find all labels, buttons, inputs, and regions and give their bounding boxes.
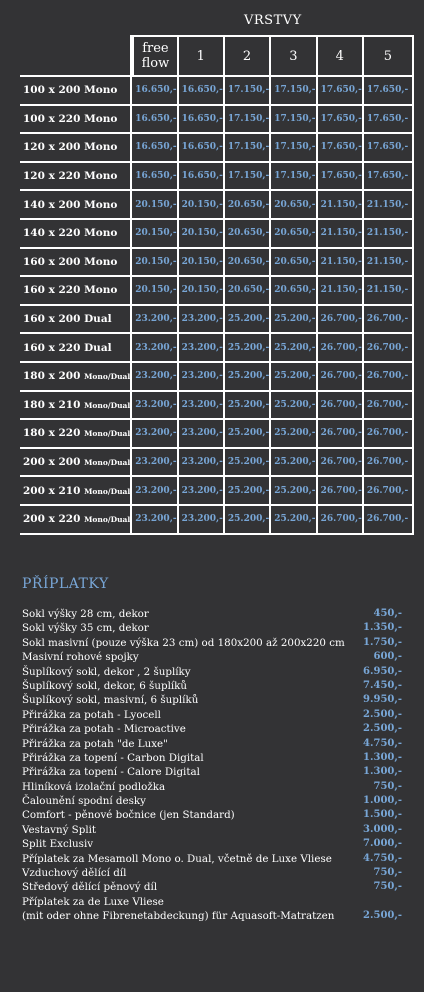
row-label	[20, 392, 132, 421]
row-size: 200 x 210	[23, 484, 81, 497]
surcharge-price: 4.750,-	[363, 737, 402, 749]
price-cell: 17.650,-	[318, 106, 364, 135]
price-cell: 17.150,-	[271, 77, 317, 106]
price-cell: 20.150,-	[179, 191, 225, 220]
row-label	[20, 306, 132, 335]
price-cell: 23.200,-	[179, 477, 225, 506]
row-label	[20, 77, 132, 106]
surcharge-item	[22, 722, 402, 736]
price-cell: 25.200,-	[271, 506, 317, 535]
surcharge-item	[22, 895, 402, 909]
price-cell: 23.200,-	[179, 506, 225, 535]
price-cell: 26.700,-	[364, 363, 414, 392]
surcharge-item	[22, 665, 402, 679]
price-cell: 20.150,-	[132, 277, 178, 306]
row-label	[20, 277, 132, 306]
price-cell: 26.700,-	[318, 449, 364, 478]
surcharge-label: Split Exclusiv	[22, 838, 94, 851]
table-row	[20, 420, 414, 449]
column-header-1: 1	[179, 35, 225, 77]
row-label	[20, 220, 132, 249]
price-cell: 26.700,-	[364, 477, 414, 506]
column-header-3: 3	[271, 35, 317, 77]
price-cell: 26.700,-	[318, 334, 364, 363]
row-label	[20, 420, 132, 449]
row-type: Mono/Dual	[84, 372, 131, 382]
surcharge-price: 750,-	[373, 780, 402, 792]
price-cell: 17.150,-	[225, 106, 271, 135]
price-cell: 26.700,-	[318, 392, 364, 421]
price-cell: 17.650,-	[364, 77, 414, 106]
surcharge-price: 600,-	[373, 651, 402, 663]
price-cell: 16.650,-	[132, 163, 178, 192]
row-label	[20, 334, 132, 363]
surcharge-price: 2.500,-	[363, 708, 402, 720]
price-cell: 23.200,-	[132, 392, 178, 421]
price-cell: 20.150,-	[132, 220, 178, 249]
price-cell: 20.650,-	[271, 249, 317, 278]
price-cell: 17.150,-	[271, 134, 317, 163]
price-cell: 20.650,-	[271, 191, 317, 220]
price-cell: 21.150,-	[318, 191, 364, 220]
table-row	[20, 363, 414, 392]
surcharge-label: Vzduchový dělící díl	[22, 867, 127, 880]
row-label	[20, 506, 132, 535]
price-cell: 16.650,-	[179, 106, 225, 135]
price-cell: 25.200,-	[225, 449, 271, 478]
surcharge-item	[22, 880, 402, 894]
price-cell: 26.700,-	[364, 392, 414, 421]
price-cell: 17.150,-	[271, 163, 317, 192]
price-cell: 17.650,-	[364, 106, 414, 135]
price-cell: 23.200,-	[132, 506, 178, 535]
price-cell: 20.650,-	[225, 191, 271, 220]
surcharge-item	[22, 737, 402, 751]
price-cell: 20.650,-	[225, 277, 271, 306]
price-cell: 23.200,-	[179, 363, 225, 392]
price-cell: 16.650,-	[132, 77, 178, 106]
price-cell: 20.150,-	[179, 220, 225, 249]
surcharge-item	[22, 693, 402, 707]
surcharge-item	[22, 621, 402, 635]
table-row	[20, 77, 414, 106]
surcharge-label: Přirážka za potah "de Luxe"	[22, 737, 168, 750]
row-type: Mono	[84, 255, 118, 268]
row-size: 120 x 220	[23, 170, 81, 183]
price-cell: 23.200,-	[179, 420, 225, 449]
price-cell: 23.200,-	[132, 334, 178, 363]
price-cell: 23.200,-	[179, 449, 225, 478]
surcharge-price: 6.950,-	[363, 665, 402, 677]
surcharge-price: 7.000,-	[363, 838, 402, 850]
row-size: 160 x 200	[23, 255, 81, 268]
surcharge-item	[22, 794, 402, 808]
surcharge-price: 1.300,-	[363, 766, 402, 778]
surcharge-label: Šuplíkový sokl, dekor , 2 šuplíky	[22, 665, 191, 678]
row-size: 200 x 220	[23, 513, 81, 526]
price-cell: 26.700,-	[364, 420, 414, 449]
column-header-free-flow: free flow	[132, 35, 178, 77]
row-size: 140 x 200	[23, 198, 81, 211]
surcharge-item	[22, 765, 402, 779]
surcharge-item	[22, 708, 402, 722]
surcharge-price: 3.000,-	[363, 823, 402, 835]
price-cell: 26.700,-	[318, 363, 364, 392]
price-cell: 16.650,-	[132, 106, 178, 135]
price-cell: 25.200,-	[225, 363, 271, 392]
price-cell: 21.150,-	[364, 220, 414, 249]
price-cell: 26.700,-	[318, 506, 364, 535]
price-cell: 26.700,-	[364, 306, 414, 335]
column-header-2: 2	[225, 35, 271, 77]
surcharge-label: Comfort - pěnové bočnice (jen Standard)	[22, 809, 235, 822]
price-cell: 17.150,-	[225, 134, 271, 163]
price-cell: 17.650,-	[318, 77, 364, 106]
surcharge-price: 1.000,-	[363, 795, 402, 807]
table-row	[20, 220, 414, 249]
row-type: Dual	[84, 341, 112, 354]
surcharge-item	[22, 852, 402, 866]
price-cell: 23.200,-	[132, 306, 178, 335]
surcharge-label: Příplatek za de Luxe Vliese	[22, 895, 164, 908]
price-cell: 20.150,-	[179, 249, 225, 278]
column-header-4: 4	[318, 35, 364, 77]
price-cell: 25.200,-	[271, 477, 317, 506]
row-type: Mono	[84, 227, 118, 240]
price-cell: 26.700,-	[364, 506, 414, 535]
column-header-5: 5	[364, 35, 414, 77]
row-type: Mono	[84, 284, 118, 297]
surcharge-price: 1.750,-	[363, 636, 402, 648]
surcharge-price: 1.500,-	[363, 809, 402, 821]
price-cell: 21.150,-	[364, 249, 414, 278]
price-cell: 16.650,-	[132, 134, 178, 163]
surcharge-item	[22, 607, 402, 621]
surcharge-price: 2.500,-	[363, 723, 402, 735]
table-row	[20, 334, 414, 363]
surcharge-label: Přirážka za potah - Microactive	[22, 723, 186, 736]
row-label	[20, 449, 132, 478]
price-table	[20, 35, 414, 535]
price-cell: 17.650,-	[318, 134, 364, 163]
price-cell: 20.650,-	[271, 220, 317, 249]
surcharge-label: Sokl výšky 35 cm, dekor	[22, 622, 149, 635]
row-size: 160 x 200	[23, 313, 81, 326]
row-type: Mono	[84, 84, 118, 97]
row-size: 100 x 200	[23, 84, 81, 97]
price-cell: 25.200,-	[271, 449, 317, 478]
price-cell: 20.650,-	[225, 220, 271, 249]
price-cell: 23.200,-	[179, 306, 225, 335]
price-cell: 25.200,-	[271, 334, 317, 363]
row-type: Mono/Dual	[84, 458, 131, 468]
surcharge-item	[22, 636, 402, 650]
table-row	[20, 191, 414, 220]
surcharges-list	[22, 607, 402, 924]
table-row	[20, 163, 414, 192]
row-type: Mono	[84, 112, 118, 125]
row-label	[20, 191, 132, 220]
price-cell: 26.700,-	[318, 477, 364, 506]
row-size: 100 x 220	[23, 112, 81, 125]
surcharge-item	[22, 679, 402, 693]
surcharge-item	[22, 751, 402, 765]
surcharge-label: Přirážka za potah - Lyocell	[22, 708, 161, 721]
price-cell: 25.200,-	[271, 420, 317, 449]
price-cell: 26.700,-	[318, 420, 364, 449]
surcharge-label: Vestavný Split	[22, 823, 97, 836]
surcharge-price: 1.350,-	[363, 622, 402, 634]
price-cell: 16.650,-	[179, 163, 225, 192]
surcharge-label: Sokl masivní (pouze výška 23 cm) od 180x200 až 200x220 cm	[22, 636, 345, 649]
price-cell: 21.150,-	[318, 249, 364, 278]
price-cell: 25.200,-	[225, 392, 271, 421]
surcharge-price: 9.950,-	[363, 694, 402, 706]
surcharge-item	[22, 837, 402, 851]
price-cell: 17.150,-	[225, 77, 271, 106]
price-cell: 25.200,-	[225, 506, 271, 535]
surcharge-label: (mit oder ohne Fibrenetabdeckung) für Aquasoft-Matratzen	[22, 910, 335, 923]
price-cell: 21.150,-	[318, 277, 364, 306]
price-cell: 25.200,-	[225, 477, 271, 506]
price-cell: 17.650,-	[364, 163, 414, 192]
price-cell: 20.150,-	[179, 277, 225, 306]
price-cell: 23.200,-	[132, 449, 178, 478]
row-label	[20, 363, 132, 392]
price-cell: 25.200,-	[271, 363, 317, 392]
surcharge-price: 4.750,-	[363, 852, 402, 864]
surcharge-label: Příplatek za Mesamoll Mono o. Dual, včetně de Luxe Vliese	[22, 852, 332, 865]
surcharge-price: 750,-	[373, 867, 402, 879]
price-cell: 20.150,-	[132, 249, 178, 278]
surcharge-price: 2.500,-	[363, 910, 402, 922]
table-row	[20, 392, 414, 421]
row-size: 180 x 200	[23, 370, 81, 383]
surcharge-item	[22, 866, 402, 880]
surcharge-label: Přirážka za topení - Carbon Digital	[22, 751, 204, 764]
row-type: Mono/Dual	[84, 429, 131, 439]
surcharges-title: PŘÍPLATKY	[22, 576, 109, 592]
price-cell: 17.650,-	[318, 163, 364, 192]
surcharge-label: Šuplíkový sokl, masivní, 6 šuplíků	[22, 694, 199, 707]
row-size: 160 x 220	[23, 341, 81, 354]
price-cell: 23.200,-	[179, 334, 225, 363]
surcharge-label: Masivní rohové spojky	[22, 651, 139, 664]
price-cell: 21.150,-	[318, 220, 364, 249]
row-label	[20, 106, 132, 135]
price-cell: 25.200,-	[225, 306, 271, 335]
row-size: 200 x 200	[23, 456, 81, 469]
price-cell: 16.650,-	[179, 77, 225, 106]
price-cell: 25.200,-	[271, 306, 317, 335]
surcharge-price: 1.300,-	[363, 751, 402, 763]
table-row	[20, 449, 414, 478]
price-cell: 25.200,-	[271, 392, 317, 421]
price-cell: 26.700,-	[364, 449, 414, 478]
surcharge-label: Středový dělící pěnový díl	[22, 881, 158, 894]
price-cell: 21.150,-	[364, 277, 414, 306]
price-cell: 23.200,-	[132, 477, 178, 506]
table-row	[20, 506, 414, 535]
price-cell: 17.650,-	[364, 134, 414, 163]
row-type: Mono/Dual	[84, 486, 131, 496]
row-type: Mono	[84, 170, 118, 183]
row-label	[20, 249, 132, 278]
row-type: Mono/Dual	[84, 400, 131, 410]
row-type: Mono/Dual	[84, 515, 131, 525]
layers-heading: VRSTVY	[244, 13, 302, 28]
surcharge-price: 750,-	[373, 881, 402, 893]
table-row	[20, 106, 414, 135]
price-cell: 23.200,-	[132, 420, 178, 449]
surcharge-item	[22, 780, 402, 794]
surcharge-item	[22, 823, 402, 837]
surcharge-label: Přirážka za topení - Calore Digital	[22, 766, 200, 779]
price-cell: 16.650,-	[179, 134, 225, 163]
price-cell: 23.200,-	[179, 392, 225, 421]
surcharge-item	[22, 808, 402, 822]
surcharge-price: 7.450,-	[363, 679, 402, 691]
table-row	[20, 134, 414, 163]
row-type: Dual	[84, 313, 112, 326]
row-size: 140 x 220	[23, 227, 81, 240]
surcharge-price: 450,-	[373, 608, 402, 619]
table-corner	[20, 35, 132, 77]
table-row	[20, 477, 414, 506]
price-cell: 20.650,-	[225, 249, 271, 278]
price-cell: 25.200,-	[225, 334, 271, 363]
table-row	[20, 249, 414, 278]
price-cell: 23.200,-	[132, 363, 178, 392]
price-cell: 17.150,-	[225, 163, 271, 192]
row-label	[20, 163, 132, 192]
table-row	[20, 306, 414, 335]
price-cell: 17.150,-	[271, 106, 317, 135]
row-size: 180 x 220	[23, 427, 81, 440]
price-cell: 26.700,-	[318, 306, 364, 335]
row-type: Mono	[84, 198, 118, 211]
price-cell: 20.150,-	[132, 191, 178, 220]
surcharge-item	[22, 650, 402, 664]
price-cell: 21.150,-	[364, 191, 414, 220]
surcharge-label: Šuplíkový sokl, dekor, 6 šuplíků	[22, 679, 188, 692]
row-size: 120 x 200	[23, 141, 81, 154]
price-cell: 20.650,-	[271, 277, 317, 306]
row-size: 180 x 210	[23, 398, 81, 411]
surcharge-label: Čalounění spodní desky	[22, 795, 146, 808]
row-size: 160 x 220	[23, 284, 81, 297]
row-label	[20, 477, 132, 506]
price-cell: 26.700,-	[364, 334, 414, 363]
row-type: Mono	[84, 141, 118, 154]
surcharge-label: Hliníková izolační podložka	[22, 780, 166, 793]
surcharge-item	[22, 909, 402, 923]
price-cell: 25.200,-	[225, 420, 271, 449]
table-row	[20, 277, 414, 306]
surcharge-label: Sokl výšky 28 cm, dekor	[22, 608, 149, 620]
row-label	[20, 134, 132, 163]
